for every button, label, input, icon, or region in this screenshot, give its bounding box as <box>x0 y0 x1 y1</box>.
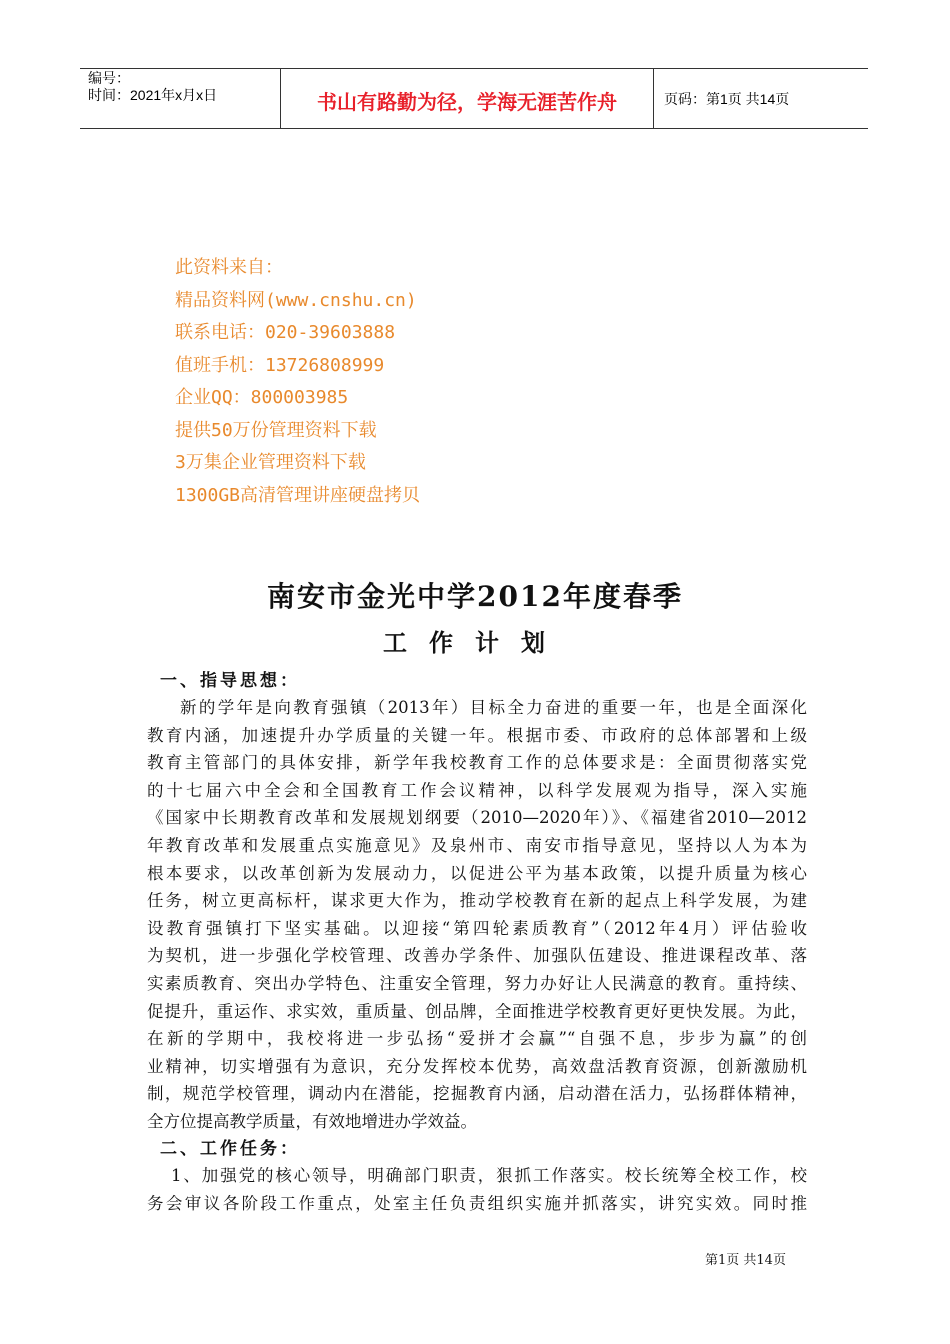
section-heading: 一、指导思想： <box>160 671 300 691</box>
header-meta <box>88 70 217 104</box>
source-line: 联系电话：020-39603888 <box>175 322 396 343</box>
paragraph-line: 任务，树立更高标杆，谋求更大作为，推动学校教育在新的起点上科学发展，为建 <box>147 891 807 911</box>
source-line: 提供50万份管理资料下载 <box>175 419 377 441</box>
section-body <box>147 1162 807 1217</box>
paragraph-line: 实素质教育、突出办学特色、注重安全管理，努力办好让人民满意的教育。重持续、 <box>147 973 807 993</box>
paragraph-line: 根本要求，以改革创新为发展动力，以促进公平为基本政策，以提升质量为核心 <box>147 863 807 883</box>
source-line: 精品资料网(www.cnshu.cn) <box>175 289 417 311</box>
source-line: 3万集企业管理资料下载 <box>175 452 366 473</box>
header-bottom-rule <box>80 128 868 129</box>
document-title: 南安市金光中学2012年度春季 <box>267 580 683 613</box>
paragraph-line: 全方位提高教学质量，有效地增进办学效益。 <box>147 1111 477 1131</box>
section-heading: 二、工作任务： <box>160 1139 300 1159</box>
paragraph-line: 为契机，进一步强化学校管理、改善办学条件、加强队伍建设、推进课程改革、落 <box>147 946 807 966</box>
source-line: 1300GB高清管理讲座硬盘拷贝 <box>175 484 421 506</box>
header-divider <box>653 68 654 129</box>
source-block <box>175 252 420 512</box>
paragraph-line: 1、加强党的核心领导，明确部门职责，狠抓工作落实。校长统筹全校工作，校 <box>171 1166 807 1185</box>
header-top-rule <box>80 68 868 69</box>
header-divider <box>280 68 281 129</box>
paragraph-line: 制，规范学校管理，调动内在潜能，挖掘教育内涵，启动潜在活力，弘扬群体精神， <box>147 1084 807 1104</box>
footer-page-label: 第1页 共14页 <box>705 1253 786 1268</box>
source-line: 此资料来自： <box>175 257 283 278</box>
paragraph-line: 务会审议各阶段工作重点，处室主任负责组织实施并抓落实，讲究实效。同时推 <box>147 1193 807 1213</box>
paragraph-line: 促提升，重运作、求实效，重质量、创品牌，全面推进学校教育更好更快发展。为此， <box>147 1001 807 1021</box>
paragraph-line: 教育主管部门的具体安排，新学年我校教育工作的总体要求是：全面贯彻落实党 <box>147 753 807 773</box>
paragraph-line: 新的学年是向教育强镇（2013年）目标全力奋进的重要一年，也是全面深化 <box>180 698 807 717</box>
header-motto: 书山有路勤为径，学海无涯苦作舟 <box>317 90 617 114</box>
paragraph-line: 业精神，切实增强有为意识，充分发挥校本优势，高效盘活教育资源，创新激励机 <box>147 1056 807 1076</box>
paragraph-line: 在新的学期中，我校将进一步弘扬“爱拼才会赢”“自强不息，步步为赢”的创 <box>147 1029 807 1049</box>
source-line: 企业QQ：800003985 <box>175 387 349 408</box>
paragraph-line: 年教育改革和发展重点实施意见》及泉州市、南安市指导意见，坚持以人为本为 <box>147 835 807 855</box>
paragraph-line: 《国家中长期教育改革和发展规划纲要（2010—2020年）》、《福建省2010—2012 <box>147 808 807 828</box>
time-label: 时间：2021年x月x日 <box>88 87 218 103</box>
source-line: 值班手机：13726808999 <box>175 354 385 376</box>
section-body <box>147 694 807 1136</box>
number-label: 编号： <box>88 70 130 86</box>
document-subtitle: 工作计划 <box>383 628 567 657</box>
paragraph-line: 设教育强镇打下坚实基础。以迎接“第四轮素质教育”（2012年4月）评估验收 <box>147 918 807 938</box>
header-page-label: 页码：第1页 共14页 <box>664 91 790 107</box>
paragraph-line: 的十七届六中全会和全国教育工作会议精神，以科学发展观为指导，深入实施 <box>147 780 807 800</box>
paragraph-line: 教育内涵，加速提升办学质量的关键一年。根据市委、市政府的总体部署和上级 <box>147 725 807 745</box>
